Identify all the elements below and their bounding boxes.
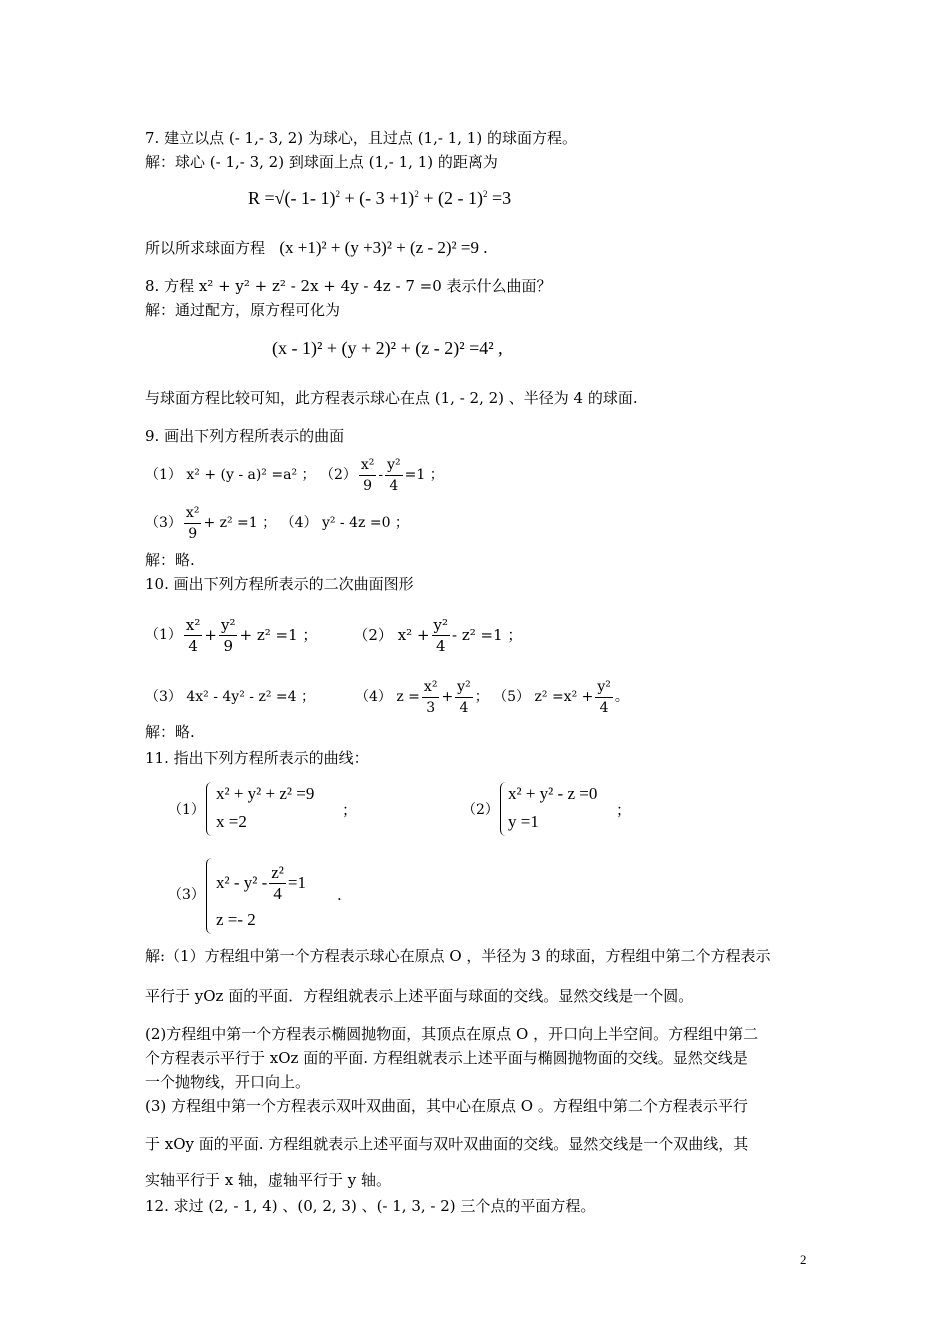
system-1-label: （1） xyxy=(168,802,205,818)
system-2-label: （2） xyxy=(462,802,499,818)
solution-8: 解：通过配方，原方程可化为 xyxy=(145,301,341,319)
radius-formula: R =√(- 1- 1)$^2$ + (- 3 +1)$^2$ + (2 - 1)$^2$ =3 xyxy=(248,188,512,208)
system-1-end: ； xyxy=(342,801,358,819)
solution-11-line1: 解:（1）方程组中第一个方程表示球心在原点 O ，半径为 3 的球面，方程组中第二个方程表示 xyxy=(145,947,771,965)
solution-11-line5: 一个抛物线，开口向上。 xyxy=(145,1073,311,1091)
solution-10: 解：略. xyxy=(145,723,195,741)
problem-9-row1: （1） x² + (y - a)² =a² ； （2） $\frac{\text{x²}}{9}$ - $\frac{\text{y²}}{4}$ =1 ； xyxy=(145,456,444,494)
solution-9: 解：略. xyxy=(145,551,195,569)
system-3-eq1: x² - y² - $\frac{\text{z²}}{4}$ =1 xyxy=(216,862,307,903)
system-3-brace xyxy=(206,858,213,934)
system-2-brace xyxy=(500,782,507,836)
problem-10: 10. 画出下列方程所表示的二次曲面图形 xyxy=(145,575,414,593)
conclusion-7: 所以所求球面方程 (x +1)² + (y +3)² + (z - 2)² =9 . xyxy=(145,238,488,257)
system-1-eq2: x =2 xyxy=(216,812,247,831)
problem-10-row2: （3） 4x² - 4y² - z² =4 ； （4） z = $\frac{\text{x²}}{3}$ + $\frac{\text{y²}}{4}$ ； （5） z² =x² + $\frac{\text{y²}}{4}$ 。 xyxy=(145,678,629,716)
solution-7: 解：球心 (- 1,- 3, 2) 到球面上点 (1,- 1, 1) 的距离为 xyxy=(145,153,498,171)
conclusion-8: 与球面方程比较可知，此方程表示球心在点 (1, - 2, 2) 、半径为 4 的球面. xyxy=(145,389,638,407)
solution-11-line3: (2)方程组中第一个方程表示椭圆抛物面，其顶点在原点 O ，开口向上半空间。方程组中第二 xyxy=(145,1025,759,1043)
completed-square-eq: (x - 1)² + (y + 2)² + (z - 2)² =4² , xyxy=(272,338,503,358)
problem-12: 12. 求过 (2, - 1, 4) 、(0, 2, 3) 、(- 1, 3, - 2) 三个点的平面方程。 xyxy=(145,1197,596,1215)
system-3-eq2: z =- 2 xyxy=(216,910,256,929)
solution-11-line8: 实轴平行于 x 轴，虚轴平行于 y 轴。 xyxy=(145,1171,392,1189)
solution-11-line2: 平行于 yOz 面的平面．方程组就表示上述平面与球面的交线。显然交线是一个圆。 xyxy=(145,987,694,1005)
system-2-end: ； xyxy=(616,801,632,819)
system-1-brace xyxy=(206,782,213,836)
solution-11-line7: 于 xOy 面的平面. 方程组就表示上述平面与双叶双曲面的交线。显然交线是一个双曲线，其 xyxy=(145,1135,749,1153)
solution-11-line4: 个方程表示平行于 xOz 面的平面. 方程组就表示上述平面与椭圆抛物面的交线。显然交线是 xyxy=(145,1049,748,1067)
problem-7: 7. 建立以点 (- 1,- 3, 2) 为球心，且过点 (1,- 1, 1) 的球面方程。 xyxy=(145,129,577,147)
system-3-end: . xyxy=(337,886,342,904)
system-2-eq1: x² + y² - z =0 xyxy=(508,784,598,803)
problem-9-row2: （3） $\frac{\text{x²}}{9}$ + z² =1 ； （4） y² - 4z =0 ； xyxy=(145,504,409,542)
solution-11-line6: (3) 方程组中第一个方程表示双叶双曲面，其中心在原点 O 。方程组中第二个方程表示平行 xyxy=(145,1097,748,1115)
problem-11: 11. 指出下列方程所表示的曲线： xyxy=(145,749,369,767)
problem-8: 8. 方程 x² + y² + z² - 2x + 4y - 4z - 7 =0 表示什么曲面？ xyxy=(145,277,552,295)
page-number: 2 xyxy=(800,1252,807,1267)
system-3-label: （3） xyxy=(168,887,205,903)
system-2-eq2: y =1 xyxy=(508,812,539,831)
problem-10-row1: （1） $\frac{\text{x²}}{4}$ + $\frac{\text{y²}}{9}$ + z² =1 ； （2） x² + $\frac{\text{y²}}{4}$ - z² =1 ； xyxy=(145,615,523,655)
system-1-eq1: x² + y² + z² =9 xyxy=(216,784,315,803)
problem-9: 9. 画出下列方程所表示的曲面 xyxy=(145,427,345,445)
